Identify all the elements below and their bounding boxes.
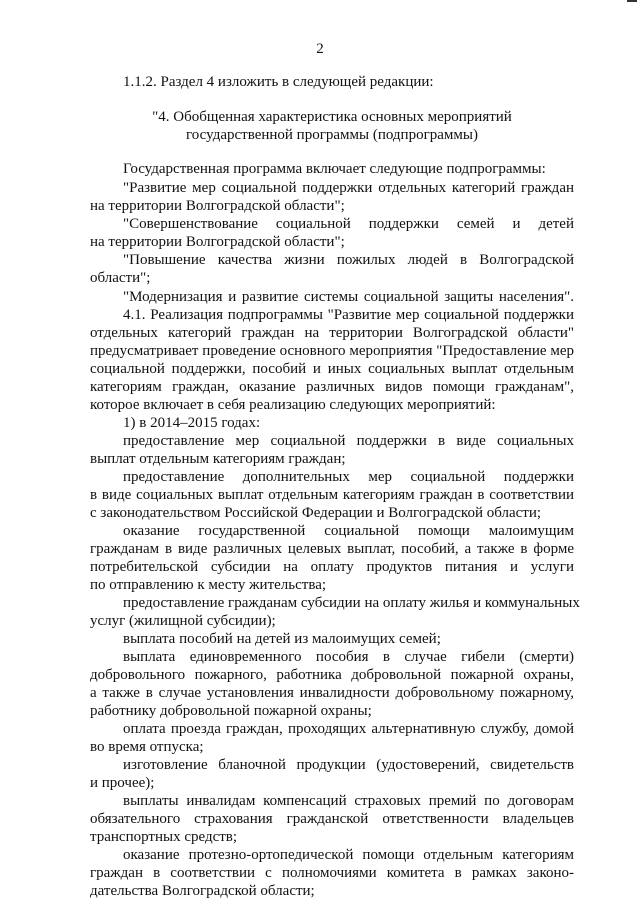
text-line: "Развитие мер социальной поддержки отдельных категорий граждан xyxy=(123,180,574,196)
text-line: предоставление гражданам субсидии на оплату жилья и коммунальных xyxy=(123,595,580,611)
text-line: социальной поддержки, пособий и иных социальных выплат отдельным xyxy=(90,361,574,377)
text-line: 1.1.2. Раздел 4 изложить в следующей редакции: xyxy=(123,74,434,90)
text-line: которое включает в себя реализацию следующих мероприятий: xyxy=(90,397,496,413)
text-line: предусматривает проведение основного мероприятия "Предоставление мер xyxy=(90,343,574,359)
text-line: выплата единовременного пособия в случае гибели (смерти) xyxy=(123,649,574,665)
text-line: оплата проезда граждан, проходящих альтернативную службу, домой xyxy=(123,721,574,737)
text-line: области"; xyxy=(90,270,151,286)
corner-mark xyxy=(627,0,637,2)
section-heading-line: "4. Обобщенная характеристика основных мероприятий xyxy=(152,109,512,125)
text-line: выплата пособий на детей из малоимущих семей; xyxy=(123,631,441,647)
text-line: "Модернизация и развитие системы социальной защиты населения". xyxy=(123,289,574,305)
text-line: категориям граждан, оказание различных видов помощи гражданам", xyxy=(90,379,574,395)
text-line: добровольного пожарного, работника добровольной пожарной охраны, xyxy=(90,667,574,683)
text-line: оказание государственной социальной помощи малоимущим xyxy=(123,523,574,539)
text-line: отдельных категорий граждан на территории Волгоградской области" xyxy=(90,325,574,341)
text-line: транспортных средств; xyxy=(90,829,238,845)
text-line: изготовление бланочной продукции (удостоверений, свидетельств xyxy=(123,757,574,773)
text-line: Государственная программа включает следующие подпрограммы: xyxy=(123,161,546,177)
text-line: 4.1. Реализация подпрограммы "Развитие мер социальной поддержки xyxy=(123,307,574,323)
text-line: "Совершенствование социальной поддержки семей и детей xyxy=(123,216,574,232)
text-line: а также в случае установления инвалидности добровольному пожарному, xyxy=(90,685,574,701)
text-line: с законодательством Российской Федерации и Волгоградской области; xyxy=(90,505,542,521)
text-line: выплаты инвалидам компенсаций страховых премий по договорам xyxy=(123,793,574,809)
text-line: граждан в соответствии с полномочиями комитета в рамках законо- xyxy=(90,865,574,881)
text-line: гражданам в виде различных целевых выплат, пособий, а также в форме xyxy=(90,541,574,557)
text-line: услуг (жилищной субсидии); xyxy=(90,613,276,629)
text-line: оказание протезно-ортопедической помощи отдельным категориям xyxy=(123,847,574,863)
text-line: на территории Волгоградской области"; xyxy=(90,234,345,250)
text-line: предоставление дополнительных мер социальной поддержки xyxy=(123,469,574,485)
text-line: "Повышение качества жизни пожилых людей в Волгоградской xyxy=(123,252,574,268)
text-line: на территории Волгоградской области"; xyxy=(90,198,345,214)
text-line: потребительской субсидии на оплату продуктов питания и услуги xyxy=(90,559,574,575)
text-line: работнику добровольной пожарной охраны; xyxy=(90,703,372,719)
text-line: в виде социальных выплат отдельным категориям граждан в соответствии xyxy=(90,487,574,503)
text-line: во время отпуска; xyxy=(90,739,204,755)
text-line: и прочее); xyxy=(90,775,155,791)
text-line: 1) в 2014–2015 годах: xyxy=(123,415,261,431)
page-number: 2 xyxy=(316,41,324,57)
text-line: выплат отдельным категориям граждан; xyxy=(90,451,346,467)
text-line: дательства Волгоградской области; xyxy=(90,883,315,899)
section-heading-line: государственной программы (подпрограммы) xyxy=(186,127,478,143)
text-line: по отправлению к месту жительства; xyxy=(90,577,327,593)
text-line: обязательного страхования гражданской ответственности владельцев xyxy=(90,811,574,827)
text-line: предоставление мер социальной поддержки в виде социальных xyxy=(123,433,574,449)
